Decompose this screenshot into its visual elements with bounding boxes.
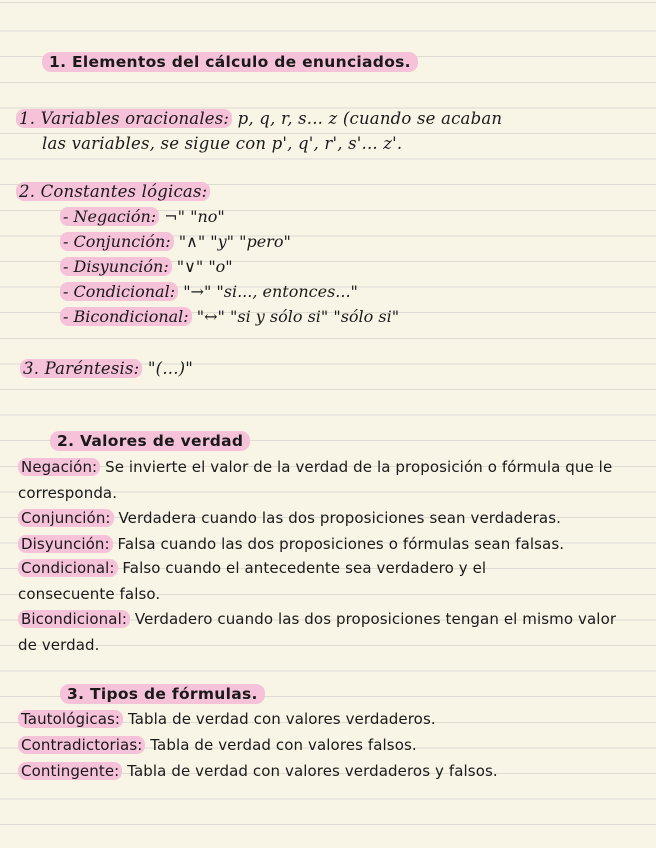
constant-label: - Bicondicional: xyxy=(60,307,192,326)
term-description: Verdadero cuando las dos proposiciones tengan el mismo valor de verdad. xyxy=(18,610,617,654)
truth-biconditional xyxy=(18,607,638,658)
truth-conditional xyxy=(18,556,578,607)
section3-title xyxy=(60,683,265,705)
formula-tautology xyxy=(18,708,436,730)
variables-line2: las variables, se sigue con p', q', r', s'... z'. xyxy=(42,134,403,153)
variables-line xyxy=(16,107,502,131)
term-description: Verdadera cuando las dos proposiciones sean verdaderas. xyxy=(113,509,561,527)
constants-label: 2. Constantes lógicas: xyxy=(16,182,210,201)
term-description: Falso cuando el antecedente sea verdadero y el consecuente falso. xyxy=(18,559,487,603)
term-label: Conjunción: xyxy=(18,509,114,527)
constant-text: ¬" "no" xyxy=(164,207,225,226)
constant-text: "→" "si..., entonces..." xyxy=(183,282,358,301)
constant-text: "∧" "y" "pero" xyxy=(178,232,291,251)
constant-text: "∨" "o" xyxy=(176,257,233,276)
constant-biconditional xyxy=(60,306,399,328)
term-description: Se invierte el valor de la verdad de la proposición o fórmula que le corresponda. xyxy=(18,458,613,502)
constant-conditional xyxy=(60,281,358,303)
term-label: Bicondicional: xyxy=(18,610,130,628)
section2-title-text: 2. Valores de verdad xyxy=(50,431,250,451)
parentheses-label: 3. Paréntesis: xyxy=(20,359,142,378)
constant-conjunction xyxy=(60,231,291,253)
constant-negation xyxy=(60,206,225,228)
term-description: Tabla de verdad con valores falsos. xyxy=(145,736,417,754)
parentheses-text: "(...)" xyxy=(147,359,194,378)
formula-contingent xyxy=(18,760,498,782)
term-description: Tabla de verdad con valores verdaderos y falsos. xyxy=(122,762,498,780)
term-label: Contradictorias: xyxy=(18,736,145,754)
term-label: Negación: xyxy=(18,458,100,476)
term-label: Contingente: xyxy=(18,762,122,780)
truth-negation xyxy=(18,455,638,506)
parentheses-line xyxy=(20,357,193,381)
truth-conjunction xyxy=(18,507,561,529)
constant-disjunction xyxy=(60,256,233,278)
term-label: Disyunción: xyxy=(18,535,113,553)
term-description: Falsa cuando las dos proposiciones o fórmulas sean falsas. xyxy=(112,535,565,553)
section1-title-text: 1. Elementos del cálculo de enunciados. xyxy=(42,52,418,72)
constant-label: - Condicional: xyxy=(60,282,178,301)
constants-heading xyxy=(16,180,210,204)
constant-text: "↔" "si y sólo si" "sólo si" xyxy=(196,307,400,326)
section2-title xyxy=(50,430,250,452)
variables-text: p, q, r, s... z (cuando se acaban xyxy=(237,109,503,128)
variables-label: 1. Variables oracionales: xyxy=(16,109,232,128)
term-description: Tabla de verdad con valores verdaderos. xyxy=(123,710,436,728)
constant-label: - Negación: xyxy=(60,207,159,226)
section3-title-text: 3. Tipos de fórmulas. xyxy=(60,684,265,704)
truth-disjunction xyxy=(18,533,564,555)
term-label: Tautológicas: xyxy=(18,710,123,728)
constant-label: - Conjunción: xyxy=(60,232,174,251)
constant-label: - Disyunción: xyxy=(60,257,172,276)
term-label: Condicional: xyxy=(18,559,118,577)
section1-title xyxy=(42,51,418,73)
formula-contradiction xyxy=(18,734,417,756)
